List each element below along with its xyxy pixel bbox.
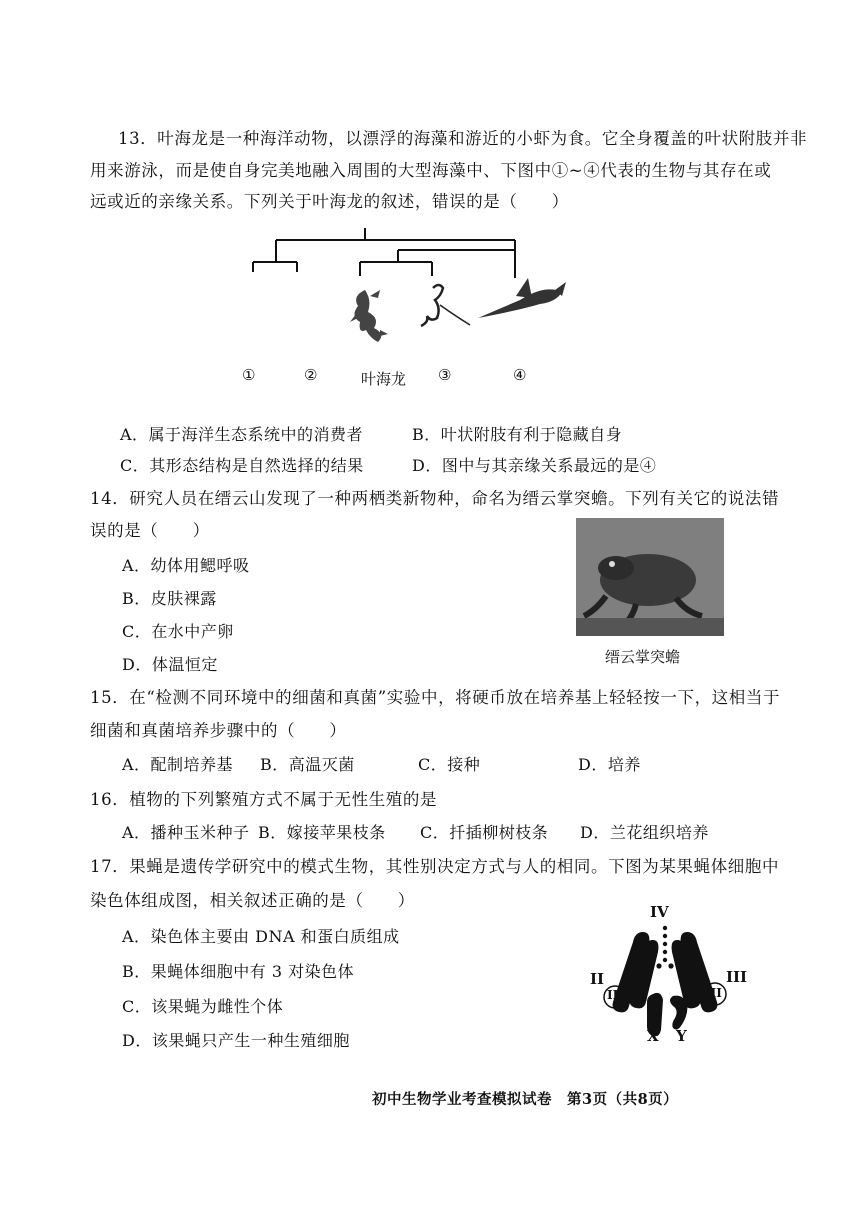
q16-option-c: C．扦插柳树枝条 [420, 823, 549, 842]
q17-line-1: 17．果蝇是遗传学研究中的模式生物，其性别决定方式与人的相同。下图为某果蝇体细胞中 [90, 857, 780, 876]
chromosome-label-iii: III [726, 968, 748, 986]
q14-option-a: A．幼体用鳃呼吸 [122, 556, 250, 575]
q13-option-c: C．其形态结构是自然选择的结果 [120, 456, 364, 475]
q16-line: 16．植物的下列繁殖方式不属于无性生殖的是 [90, 790, 438, 809]
q15-line-2: 细菌和真菌培养步骤中的（ ） [90, 721, 347, 740]
chromosome-label-ii: II [590, 970, 605, 988]
tree-label-seadragon: 叶海龙 [361, 370, 407, 388]
q14-option-d: D．体温恒定 [122, 655, 218, 674]
q16-option-d: D．兰花组织培养 [580, 823, 709, 842]
q17-option-d: D．该果蝇只产生一种生殖细胞 [122, 1031, 350, 1050]
tree-label-4: ④ [513, 366, 527, 384]
phylogenetic-tree [0, 0, 860, 400]
q17-line-2: 染色体组成图，相关叙述正确的是（ ） [90, 891, 415, 910]
chromosome-label-iii-circled: III [705, 986, 722, 1000]
q13-line-2: 用来游泳，而是使自身完美地融入周围的大型海藻中、下图中①~④代表的生物与其存在或 [90, 161, 772, 180]
q17-option-b: B．果蝇体细胞中有 3 对染色体 [122, 962, 355, 981]
chromosome-label-iv: IV [650, 903, 669, 921]
page-footer: 初中生物学业考查模拟试卷 第3页（共8页） [372, 1091, 679, 1108]
q13-option-b: B．叶状附肢有利于隐藏自身 [412, 425, 623, 444]
q16-option-a: A．播种玉米种子 [122, 823, 250, 842]
tree-label-2: ② [304, 366, 318, 384]
frog-photo [576, 518, 724, 636]
chromosome-label-y: Y [676, 1027, 687, 1045]
q15-option-d: D．培养 [578, 755, 641, 774]
q14-line-2: 误的是（ ） [90, 521, 210, 540]
q17-option-c: C．该果蝇为雌性个体 [122, 997, 284, 1016]
q15-option-a: A．配制培养基 [122, 755, 234, 774]
frog-caption: 缙云掌突蟾 [605, 648, 681, 666]
q15-option-c: C．接种 [418, 755, 481, 774]
tree-label-1: ① [242, 366, 256, 384]
swordfish-image [478, 278, 566, 318]
q13-line-1: 13．叶海龙是一种海洋动物，以漂浮的海藻和游近的小虾为食。它全身覆盖的叶状附肢并非 [118, 129, 808, 148]
q15-line-1: 15．在“检测不同环境中的细菌和真菌”实验中，将硬币放在培养基上轻轻按一下，这相当于 [90, 688, 781, 707]
q15-option-b: B．高温灭菌 [260, 755, 355, 774]
q17-option-a: A．染色体主要由 DNA 和蛋白质组成 [122, 927, 400, 946]
chromosome-label-ii-circled: II [607, 988, 619, 1002]
q16-option-b: B．嫁接苹果枝条 [258, 823, 386, 842]
q13-option-d: D．图中与其亲缘关系最远的是④ [412, 456, 657, 475]
q14-option-b: B．皮肤裸露 [122, 589, 217, 608]
q13-line-3: 远或近的亲缘关系。下列关于叶海龙的叙述，错误的是（ ） [90, 192, 569, 211]
tree-label-3: ③ [438, 366, 452, 384]
q13-option-a: A．属于海洋生态系统中的消费者 [120, 425, 364, 444]
q14-option-c: C．在水中产卵 [122, 622, 234, 641]
q14-line-1: 14．研究人员在缙云山发现了一种两栖类新物种，命名为缙云掌突蟾。下列有关它的说法错 [90, 489, 780, 508]
chromosome-label-x: X [647, 1027, 659, 1045]
leafy-seadragon-image [350, 290, 388, 342]
seahorse-image [421, 285, 470, 326]
